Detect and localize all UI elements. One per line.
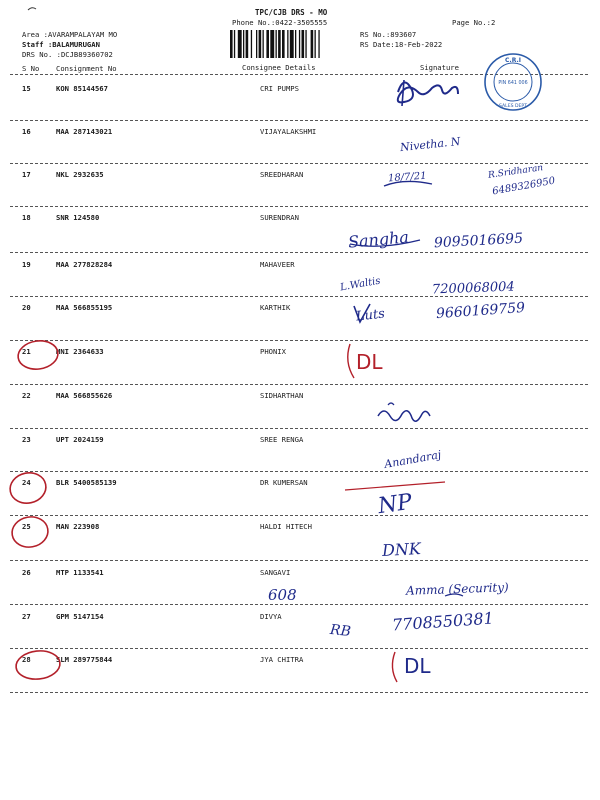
row-divider [10,648,588,649]
row-divider [10,384,588,385]
stamp-text: SALES DEPT [499,104,527,109]
rs-date: RS Date:18-Feb-2022 [360,40,443,49]
barcode-bar [278,30,281,58]
row-consignment: UPT 2024159 [56,435,104,444]
row-consignment: NKL 2932635 [56,170,104,179]
barcode-bar [315,30,316,58]
row-sno: 20 [22,303,31,312]
table-row [0,522,600,565]
row-sno: 22 [22,391,31,400]
row-consignment: MAA 277828284 [56,260,113,269]
row-sno: 23 [22,435,31,444]
barcode-bar [287,30,288,58]
barcode-bar [311,30,314,58]
row-consignment: KON 85144567 [56,84,108,93]
row-divider [10,206,588,207]
handwritten-signature: Sangha [347,227,410,252]
column-header-consignee: Consignee Details [242,63,316,72]
row-sno: 27 [22,612,31,621]
handwritten-signature: L.Waltis [339,275,382,294]
row-consignment: MTP 1133541 [56,568,104,577]
staff-field: Staff :BALAMURUGAN [22,40,100,49]
barcode-bar [251,30,252,58]
handwritten-phone: 7200068004 [431,279,515,298]
barcode-bar [290,30,294,58]
row-sno: 17 [22,170,31,179]
handwritten-name: R.Sridharan [487,163,544,181]
row-sno: 21 [22,347,31,356]
row-divider [10,560,588,561]
row-consignment: MAA 287143021 [56,127,113,136]
delivery-mark: NP [376,489,414,520]
delivery-mark: DL [404,654,431,678]
barcode [230,30,352,58]
handwritten-signature: RB [329,621,352,641]
row-consignee: SREE RENGA [260,435,304,444]
barcode-bar [305,30,306,58]
row-sno: 18 [22,213,31,222]
row-divider [10,340,588,341]
row-consignee: SURENDRAN [260,213,299,222]
stamp-text: PIN 641 006 [498,81,528,86]
row-sno: 26 [22,568,31,577]
row-consignment: GPM 5147154 [56,612,104,621]
row-consignment: MNI 2364633 [56,347,104,356]
handwritten-signature: Amma (Security) [405,580,509,598]
barcode-bar [299,30,300,58]
barcode-bar [230,30,233,58]
row-consignee: MAHAVEER [260,260,295,269]
row-sno: 19 [22,260,31,269]
row-divider [10,252,588,253]
barcode-bar [276,30,277,58]
barcode-bar [318,30,319,58]
row-divider [10,604,588,605]
delivery-mark: DNK [381,538,422,561]
handwritten-note: 608 [268,586,297,604]
barcode-bar [259,30,262,58]
barcode-bar [243,30,244,58]
row-divider [10,428,588,429]
row-divider [10,120,588,121]
barcode-bar [295,30,296,58]
handwritten-phone: 6489326950 [491,175,557,198]
row-consignee: DIVYA [260,612,282,621]
row-sno: 25 [22,522,31,531]
barcode-bar [266,30,269,58]
row-divider [10,515,588,516]
rs-number: RS No.:893607 [360,30,417,39]
row-consignment: SLM 289775844 [56,655,113,664]
company-seal-stamp [483,52,543,112]
handwritten-signature: Anandaraj [383,448,443,471]
area-field: Area :AVARAMPALAYAM MO [22,30,118,39]
row-consignment: MAA 566855195 [56,303,113,312]
row-consignee: SREEDHARAN [260,170,304,179]
row-consignee: DR KUMERSAN [260,478,308,487]
handwritten-signature: Nivetha. N [399,134,462,155]
row-consignee: CRI PUMPS [260,84,299,93]
row-consignee: SIDHARTHAN [260,391,304,400]
row-sno: 16 [22,127,31,136]
handwritten-phone: 7708550381 [391,608,495,635]
barcode-bar [246,30,249,58]
handwritten-phone: 9660169759 [435,299,526,323]
row-consignment: MAA 566855626 [56,391,113,400]
row-consignee: HALDI HITECH [260,522,312,531]
row-sno: 28 [22,655,31,664]
barcode-bar [302,30,305,58]
row-consignee: JYA CHITRA [260,655,304,664]
barcode-bar [256,30,257,58]
row-divider [10,471,588,472]
row-consignment: SNR 124580 [56,213,100,222]
drs-number: DRS No. :DCJB89360702 [22,50,113,59]
column-header-signature: Signature [420,63,459,72]
corner-mark [28,8,36,10]
handwritten-date: 18/7/21 [387,170,427,185]
row-sno: 15 [22,84,31,93]
barcode-bar [270,30,274,58]
delivery-mark: DL [356,350,383,374]
barcode-bar [238,30,242,58]
row-consignee: SANGAVI [260,568,291,577]
barcode-bar [282,30,285,58]
column-header-consignment: Consignment No [56,64,117,73]
handwritten-phone: 9095016695 [433,230,524,252]
row-sno: 24 [22,478,31,487]
row-consignment: MAN 223908 [56,522,100,531]
barcode-bar [263,30,264,58]
row-consignee: KARTHIK [260,303,291,312]
document-title: TPC/CJB DRS - MO [255,8,328,17]
row-consignee: VIJAYALAKSHMI [260,127,317,136]
barcode-bar [234,30,235,58]
row-consignee: PHONIX [260,347,286,356]
handwritten-signature: Luts [355,306,386,325]
row-divider [10,296,588,297]
page-number: Page No.:2 [452,18,496,27]
column-header-sno: S No [22,64,40,73]
row-consignment: BLR 5400585139 [56,478,117,487]
row-divider [10,163,588,164]
stamp-text: C.R.I [505,57,521,64]
row-divider [10,692,588,693]
phone-number: Phone No.:0422-3505555 [232,18,328,27]
